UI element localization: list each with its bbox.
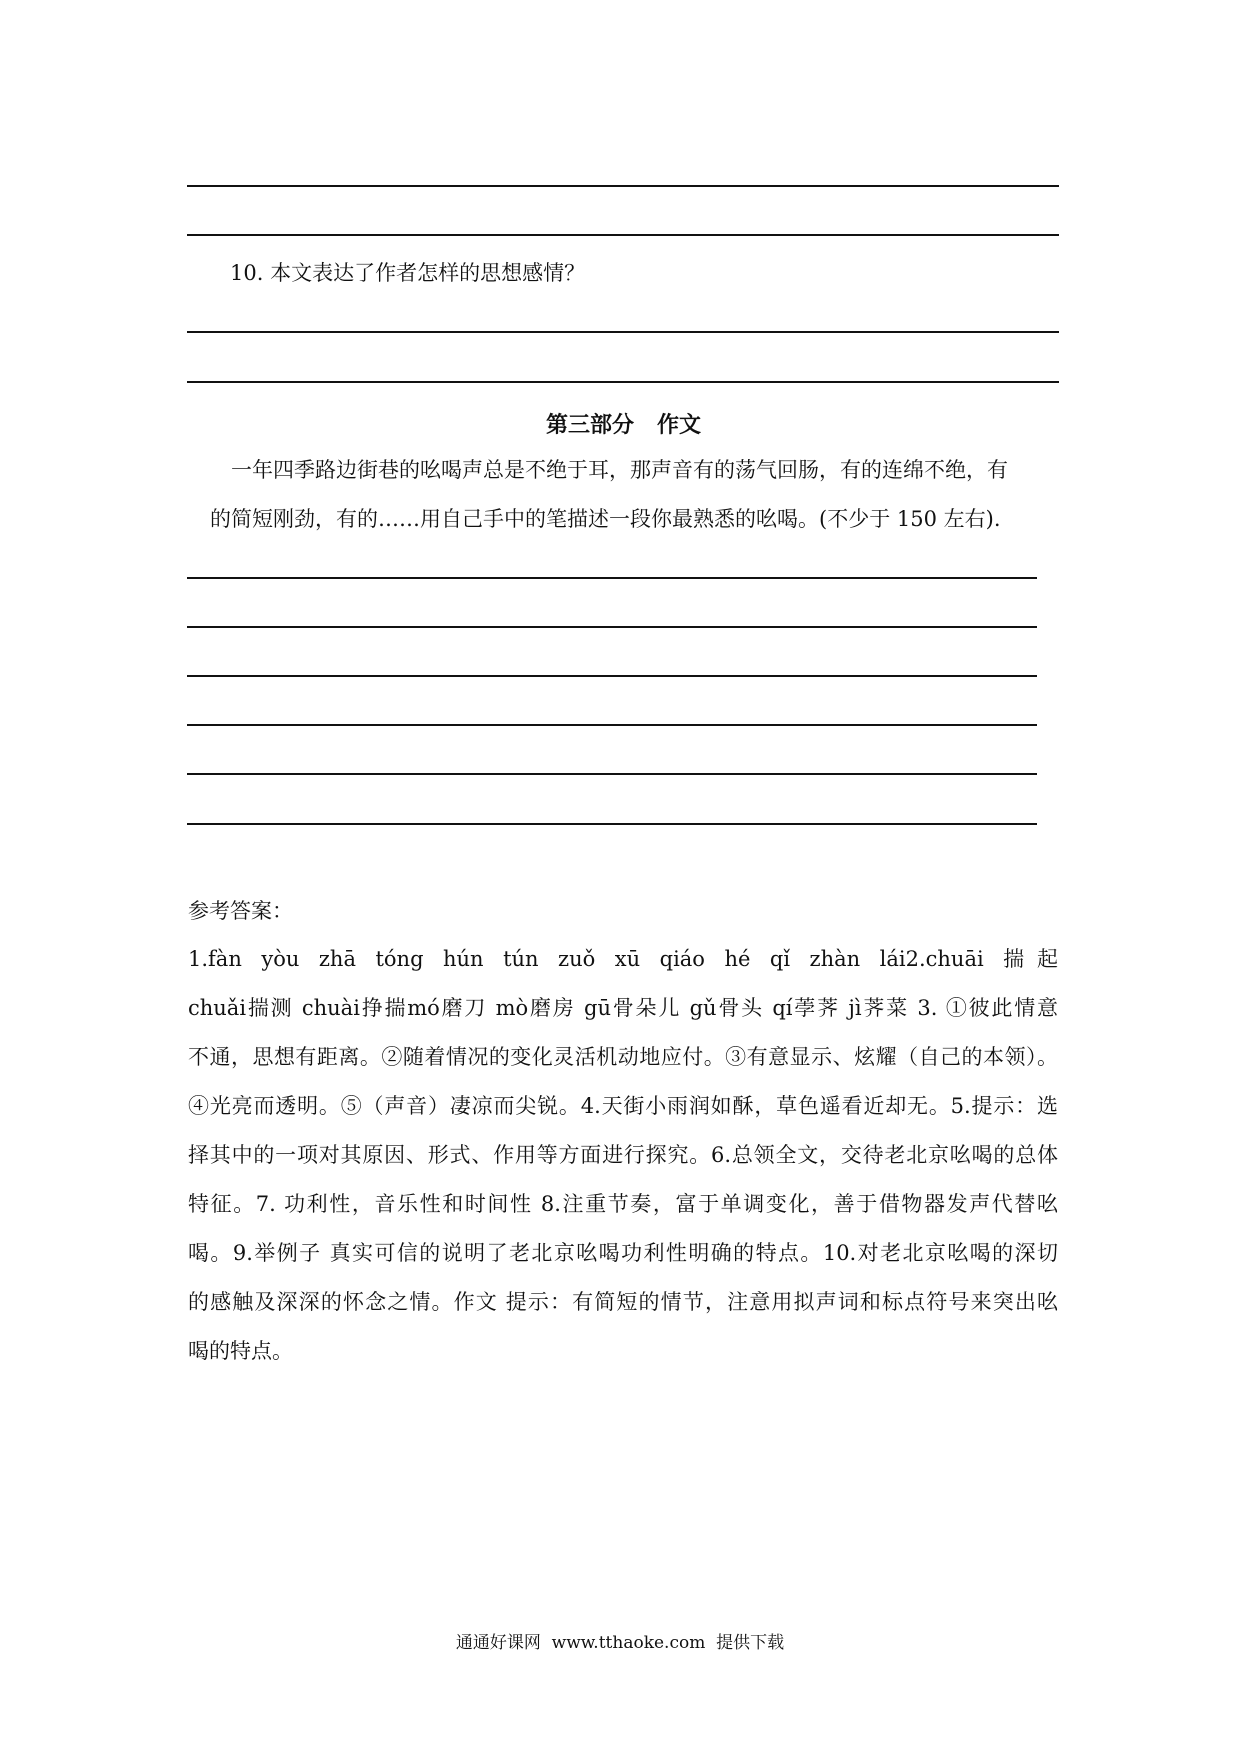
answer-line xyxy=(187,185,1059,187)
essay-line xyxy=(187,823,1037,825)
essay-prompt-line-2: 的简短刚劲，有的……用自己手中的笔描述一段你最熟悉的吆喝。(不少于 150 左右). xyxy=(210,507,1001,531)
answer-line-text: 喝。9.举例子 真实可信的说明了老北京吆喝功利性明确的特点。10.对老北京吆喝的深切 xyxy=(188,1241,1058,1265)
section-title: 第三部分 作文 xyxy=(546,412,701,438)
answers-heading: 参考答案： xyxy=(188,899,293,923)
answer-line-text: ④光亮而透明。⑤（声音）凄凉而尖锐。4.天街小雨润如酥，草色遥看近却无。5.提示：选 xyxy=(188,1094,1058,1118)
essay-line xyxy=(187,577,1037,579)
answer-line-text: chuǎi揣测 chuài挣揣mó磨刀 mò磨房 gū骨朵儿 gǔ骨头 qí荸荠 jì荠菜 3. ①彼此情意 xyxy=(188,996,1058,1020)
essay-line xyxy=(187,724,1037,726)
answer-line xyxy=(187,331,1059,333)
answer-line-text: 的感触及深深的怀念之情。作文 提示：有简短的情节，注意用拟声词和标点符号来突出吆 xyxy=(188,1290,1058,1314)
question-10: 10. 本文表达了作者怎样的思想感情？ xyxy=(230,261,586,285)
essay-line xyxy=(187,626,1037,628)
footer-text: 通通好课网 www.tthaoke.com 提供下载 xyxy=(455,1633,785,1653)
answer-line-text: 1.fàn yòu zhā tóng hún tún zuǒ xū qiáo hé qǐ zhàn lái2.chuāi 揣起 xyxy=(188,947,1058,971)
essay-line xyxy=(187,675,1037,677)
essay-prompt-line-1: 一年四季路边街巷的吆喝声总是不绝于耳，那声音有的荡气回肠，有的连绵不绝，有 xyxy=(231,458,1008,482)
answer-line-text: 择其中的一项对其原因、形式、作用等方面进行探究。6.总领全文，交待老北京吆喝的总体 xyxy=(188,1143,1058,1167)
answer-line xyxy=(187,381,1059,383)
answer-key xyxy=(188,935,1058,1376)
essay-line xyxy=(187,773,1037,775)
answer-line-text: 特征。7. 功利性，音乐性和时间性 8.注重节奏，富于单调变化，善于借物器发声代替吆 xyxy=(188,1192,1058,1216)
answer-line-text: 喝的特点。 xyxy=(188,1339,293,1363)
answer-line-text: 不通，思想有距离。②随着情况的变化灵活机动地应付。③有意显示、炫耀（自己的本领）。 xyxy=(188,1045,1058,1069)
answer-line xyxy=(187,234,1059,236)
